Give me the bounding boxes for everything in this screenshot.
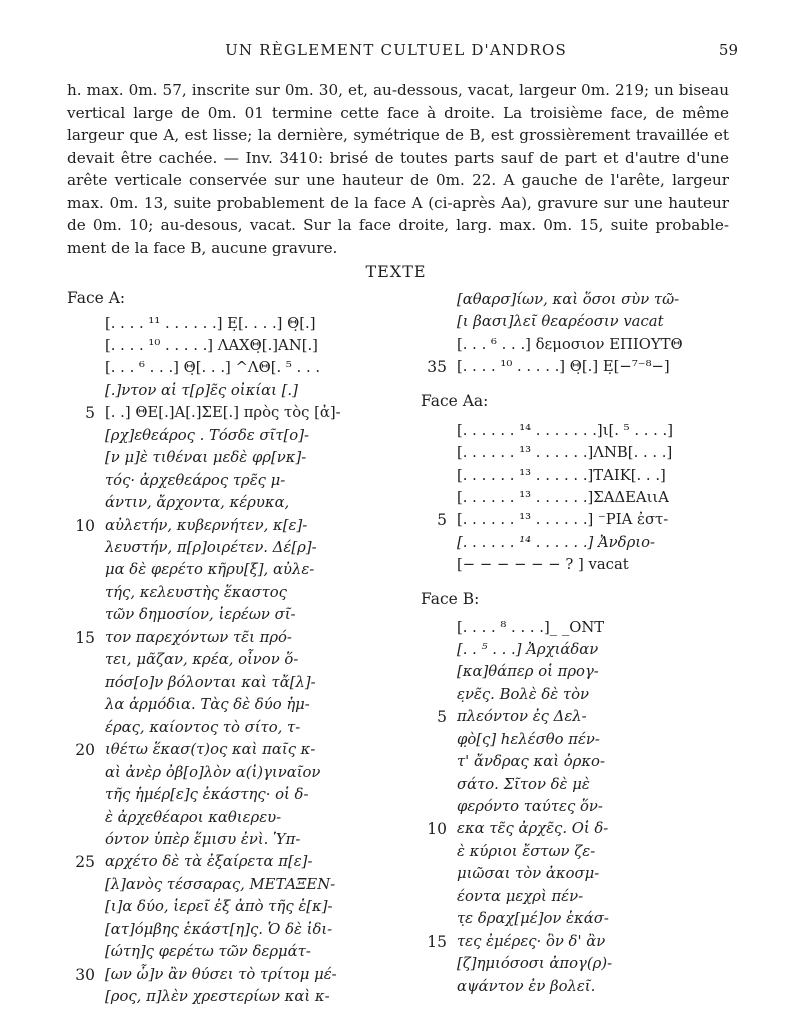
inscription-line: μα δὲ φερέτο κῆρυ[ξ], αὐλε-: [105, 561, 315, 578]
face-a-label: Face A:: [67, 289, 126, 307]
intro-line: vertical large de 0m. 01 termine cette face à droite. La troisième face, de même: [67, 103, 729, 122]
face-b-label: Face B:: [421, 590, 480, 608]
inscription-line: [ρχ]εθεάρος . Τόσδε σῖτ[ο]-: [105, 427, 309, 444]
intro-line: de 0m. 10; au-desous, vacat. Sur la face droite, larg. max. 0m. 15, suite probable-: [67, 216, 729, 234]
line-number: 35: [427, 358, 447, 376]
inscription-line: πόσ[ο]ν βόλονται καὶ τἄ[λ]-: [105, 674, 316, 691]
line-number: 5: [437, 708, 447, 726]
inscription-line: τ̣ε δραχ[μέ]ον ἑκάσ-: [457, 910, 609, 927]
inscription-line: [. . . . . . ¹³ . . . . . .]ΤΑΙΚ[. . .]: [457, 467, 666, 484]
inscription-line: [− − − − − − ? ] vacat: [457, 556, 629, 573]
inscription-line: λευστήν, π[ρ]οιρέτεν. Δέ[ρ]-: [105, 539, 317, 556]
inscription-line: [ζ]ημιόσοσι ἀπογ(ρ)-: [457, 955, 613, 972]
inscription-line: [ώτη]ς φερέτω τῶν δερμάτ-: [105, 943, 311, 960]
intro-line: devait être cachée. — Inv. 3410: brisé de toutes parts sauf de part et d'autre d'une: [67, 148, 729, 167]
intro-line: h. max. 0m. 57, inscrite sur 0m. 30, et, au-dessous, vacat, largeur 0m. 219; un biseau: [67, 81, 729, 99]
intro-line: arête verticale conservée sur une hauteur de 0m. 22. A gauche de l'arête, largeur: [67, 171, 729, 189]
intro-line: ment de la face B, aucune gravure.: [67, 238, 338, 257]
inscription-line: εκα τε̃ς ἀρχε̃ς. Οἱ δ-: [457, 820, 609, 837]
line-number: 10: [75, 517, 95, 535]
inscription-line: [.]ντον αἱ τ[ρ]ε̃ς οἰκίαι [.]: [105, 382, 298, 399]
inscription-line: τῶν δημοσίον, ἱερέων σῖ-: [105, 606, 296, 623]
inscription-line: [. . . . . . ¹⁴ . . . . . . .]ι[. ⁵ . . . .]: [457, 422, 674, 439]
inscription-line: τ' ἄνδρας καὶ ὁρκο-: [457, 753, 605, 770]
inscription-line: άντιν, ἄρχοντα, κέρυκα,: [105, 494, 290, 511]
line-number: 10: [427, 820, 447, 838]
inscription-line: [. . . . . . ¹³ . . . . . .] ⁻ΡΙΑ ἐστ-: [457, 511, 669, 528]
inscription-line: φ̣ὸ[ς] hελέσθο πέν-: [457, 731, 600, 748]
inscription-line: πλεόντον ἐς Δελ-: [457, 708, 587, 725]
line-number: 5: [85, 404, 95, 422]
inscription-line: [αθαρσ]ίων, καὶ ὅσοι σὺν τῶ-: [457, 291, 680, 308]
section-heading-texte: TEXTE: [365, 262, 427, 281]
inscription-line: [. . . . . . ¹⁴ . . . . . .] Ἀνδριο-: [457, 534, 655, 551]
inscription-line: [ρος, π]λὲν χρεστερίων καὶ κ-: [105, 988, 330, 1005]
inscription-line: [. . . ⁶ . . .] δεμοσιον ΕΠΙΟΥΤΘ: [457, 336, 683, 353]
line-number: 25: [75, 853, 95, 871]
inscription-line: τῆς ἡμέρ[ε]ς ἑκάστης· οἱ δ-: [105, 786, 309, 803]
line-number: 20: [75, 741, 95, 759]
inscription-line: αὶ ἀνὲρ ὀβ[ο]λὸν α(ἰ)γιναῖον: [105, 764, 321, 781]
inscription-line: λα ἁρμόδια. Τὰς δὲ δύο ἡμ-: [105, 696, 310, 713]
inscription-line: [κα]θάπερ οἱ προγ-: [457, 663, 599, 680]
inscription-line: [. .] ΘΕ[.]Α[.]ΣΕ[.] πρὸς τὸς [ἀ]-: [105, 404, 341, 421]
inscription-line: [. . . . ¹⁰ . . . . .] ΛΑΧΘ̣[.]ΑΝ[.]: [105, 337, 318, 354]
inscription-line: τής, κελευστὴς ἕκαστος: [105, 584, 287, 601]
inscription-line: όντον ὑπὲρ ἕμισυ ἐνὶ. Ὑπ-: [105, 831, 301, 848]
inscription-line: [ι]α δύο, ἱερεῖ ἐξ ἀπὸ τῆς ἑ[κ]-: [105, 898, 333, 915]
inscription-line: [. . ⁵ . . .] Ἀρχιάδαν: [457, 641, 599, 658]
inscription-line: έοντα μεχρὶ πέν-: [457, 888, 584, 905]
inscription-line: [. . . . . . ¹³ . . . . . .]ΣΑΔΕΑιιΑ: [457, 489, 669, 506]
inscription-line: ε̣νε̃ς. Βολὲ δὲ τὸν: [457, 686, 590, 703]
line-number: 15: [427, 933, 447, 951]
line-number: 5: [437, 511, 447, 529]
face-aa-label: Face Aa:: [421, 392, 489, 410]
inscription-line: [. . . . ¹⁰ . . . . .] Θ̣[.] Ε̣[−⁷⁻⁸−]: [457, 358, 670, 375]
inscription-line: [. . . ⁶ . . .] Θ̣[. . .] ^ΛΘ[. ⁵ . . .: [105, 359, 321, 376]
inscription-line: τες ἐμέρες· ὃν δ' ἂν: [457, 933, 606, 950]
inscription-line: αψάντον ἐν βολεῖ.: [457, 978, 596, 995]
inscription-line: [ν μ]ὲ τιθέναι μεδὲ φρ[νκ]-: [105, 449, 307, 466]
inscription-line: τός· ἀρχεθεάρος τρε̃ς μ-: [105, 472, 286, 489]
inscription-line: σάτο. Σῖτον δὲ μὲ: [457, 776, 590, 793]
line-number: 15: [75, 629, 95, 647]
inscription-line: [λ]ανὸς τέσσαρας, ΜΕΤΑΞΕΝ-: [105, 876, 336, 893]
inscription-line: ὲ ἀρχεθέαροι καθιερευ-: [105, 809, 282, 826]
inscription-line: τει, μᾶζαν, κρέα, οἶνον ὅ-: [105, 651, 299, 668]
inscription-line: αὐλετήν, κυβερνήτεν, κ[ε]-: [105, 517, 308, 534]
inscription-line: ὲ κύριοι ἔστων ζε-: [457, 843, 596, 860]
inscription-line: μιῶσαι τὸν ἀκοσμ-: [457, 865, 600, 882]
inscription-line: [. . . . ¹¹ . . . . . .] Ε̣[. . . .] Θ̣[.]: [105, 315, 316, 332]
page-number: 59: [718, 41, 738, 59]
running-header-title: UN RÈGLEMENT CULTUEL D'ANDROS: [225, 41, 567, 59]
intro-line: max. 0m. 13, suite probablement de la face A (ci-après Aa), gravure sur une hauteur: [67, 193, 729, 212]
inscription-line: [. . . . . . ¹³ . . . . . .]ΛΝΒ[. . . .]: [457, 444, 673, 461]
inscription-line: φερόντο ταύτες ὅν-: [457, 798, 603, 815]
intro-line: largeur que A, est lisse; la dernière, symétrique de B, est grossièrement travaillée et: [67, 126, 729, 144]
inscription-line: αρχέτο δὲ τὰ ἐξαίρετα π[ε]-: [105, 853, 313, 870]
inscription-line: τον παρεχόντων τε̃ι πρό-: [105, 629, 292, 646]
inscription-line: ιθέτω ἕκασ(τ)ος καὶ παῖς κ-: [105, 741, 316, 758]
inscription-line: [. . . . ⁸ . . . .]_ _ΟΝΤ: [457, 619, 605, 636]
inscription-line: [ων ὧ]ν ἂν θύσει τὸ τρίτομ μέ-: [105, 966, 337, 983]
inscription-line: έρας, καίοντος τὸ σίτο, τ-: [105, 719, 301, 736]
line-number: 30: [75, 966, 95, 984]
intro-paragraph: [67, 79, 729, 259]
inscription-line: [ι βασι]λεῖ θεαρέοσιν vacat: [457, 313, 664, 330]
inscription-line: [ατ]όμβης ἑκάστ[η]ς. Ὁ δὲ ἰδι-: [105, 921, 333, 938]
